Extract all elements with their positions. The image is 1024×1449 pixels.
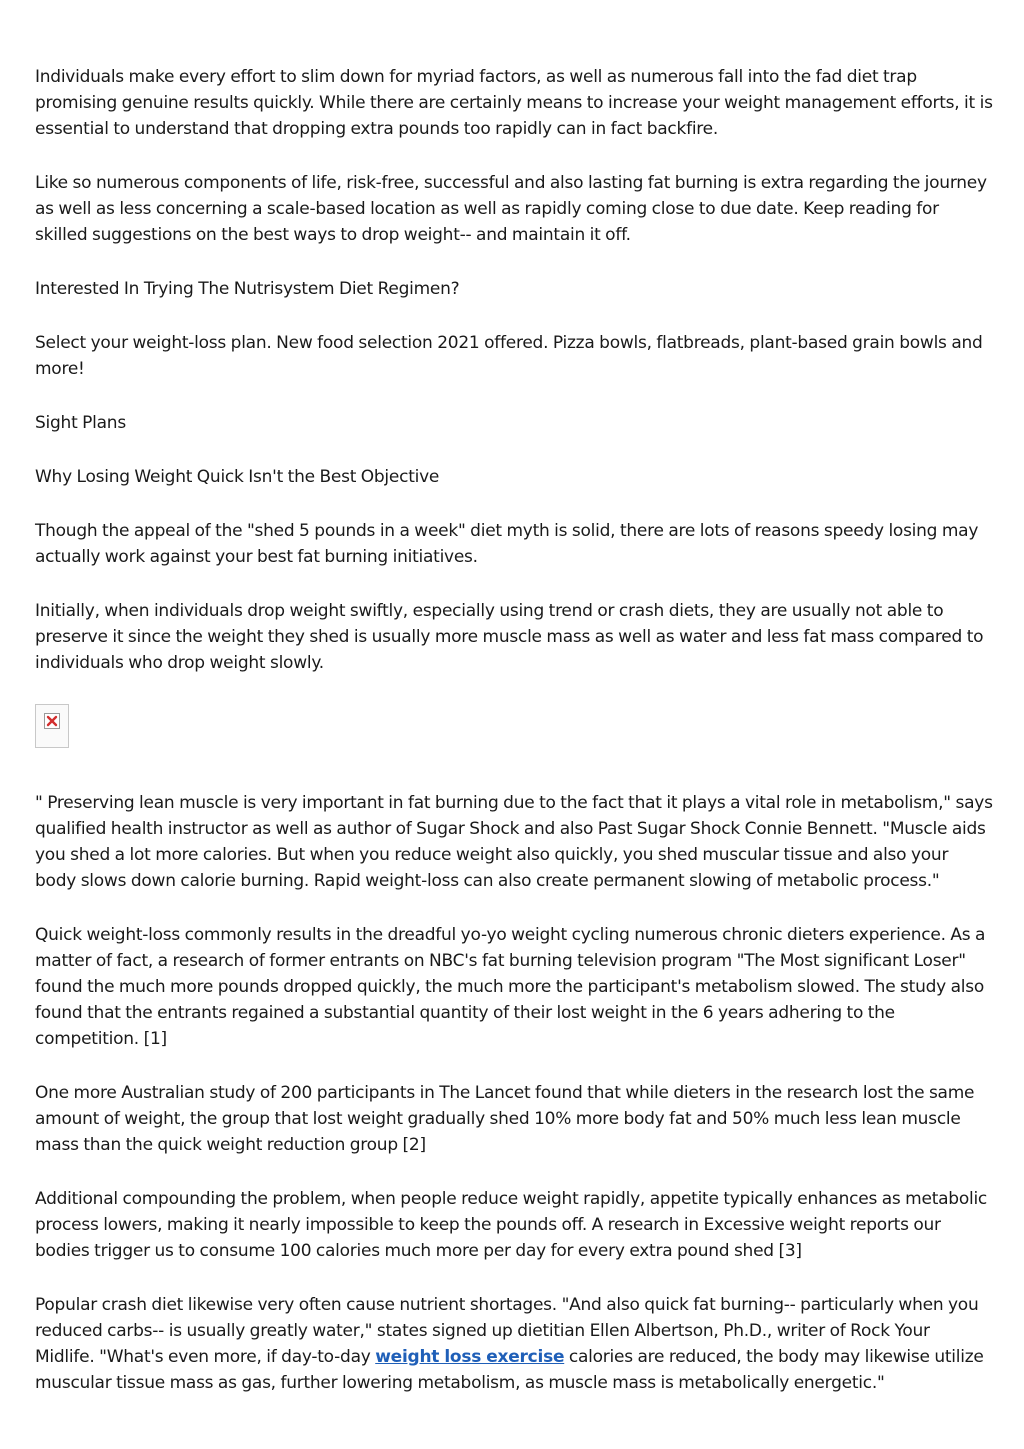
paragraph-muscle-mass: Initially, when individuals drop weight swiftly, especially using trend or crash diets, they are usually not able to preserve it since the weight they shed is usually more muscle mass as well as water and less fat mass compared to individuals who drop weight slowly. (35, 601, 984, 673)
paragraph-diet-myth: Though the appeal of the "shed 5 pounds in a week" diet myth is solid, there are lots of reasons speedy losing may actually work against your best fat burning initiatives. (35, 521, 979, 567)
paragraph-select-plan: Select your weight-loss plan. New food selection 2021 offered. Pizza bowls, flatbreads, plant-based grain bowls and more! (35, 333, 983, 379)
red-x-icon (45, 714, 59, 728)
paragraph-journey: Like so numerous components of life, risk-free, successful and also lasting fat burning is extra regarding the journey as well as less concerning a scale-based location as well as rapidly coming close to due date. Keep reading for skilled suggestions on the best ways to drop weight-- and maintain it off. (35, 173, 987, 245)
paragraph-sight-plans: Sight Plans (35, 413, 126, 433)
broken-image-icon (44, 713, 60, 729)
paragraph-text-before-link: Popular crash diet likewise very often cause nutrient shortages. "And also quick fat burning-- particularly when you reduced carbs-- is usually greatly water," states signed up dietitian Ellen Albertson, Ph.D., writer of Rock Your Midlife. "What's even more, if day-to-day (35, 1295, 979, 1367)
article-body (35, 64, 993, 1424)
paragraph-appetite: Additional compounding the problem, when people reduce weight rapidly, appetite typically enhances as metabolic process lowers, making it nearly impossible to keep the pounds off. A research in Excessive weight reports our bodies trigger us to consume 100 calories much more per day for every extra pound shed [3] (35, 1189, 988, 1261)
paragraph-nutrisystem-question: Interested In Trying The Nutrisystem Diet Regimen? (35, 279, 460, 299)
weight-loss-exercise-link[interactable]: weight loss exercise (375, 1347, 565, 1367)
paragraph-quote-bennett: " Preserving lean muscle is very important in fat burning due to the fact that it plays a vital role in metabolism," says qualified health instructor as well as author of Sugar Shock and also Past Sugar Shock Connie Bennett. "Muscle aids you shed a lot more calories. But when you reduce weight also quickly, you shed muscular tissue and also your body slows down calorie burning. Rapid weight-loss can also create permanent slowing of metabolic process." (35, 793, 993, 891)
paragraph-text-after-link: calories are reduced, the body may likewise utilize muscular tissue mass as gas, further lowering metabolism, as muscle mass is metabolically energetic." (35, 1347, 984, 1393)
paragraph-nutrient-shortages (35, 1292, 993, 1396)
paragraph-yo-yo: Quick weight-loss commonly results in the dreadful yo-yo weight cycling numerous chronic dieters experience. As a matter of fact, a research of former entrants on NBC's fat burning television program "The Most significant Loser" found the much more pounds dropped quickly, the much more the participant's metabolism slowed. The study also found that the entrants regained a substantial quantity of their lost weight in the 6 years adhering to the competition. [1] (35, 925, 986, 1049)
broken-image-placeholder (35, 704, 69, 748)
section-heading-quick-loss: Why Losing Weight Quick Isn't the Best Objective (35, 467, 440, 487)
paragraph-intro: Individuals make every effort to slim down for myriad factors, as well as numerous fall into the fad diet trap promising genuine results quickly. While there are certainly means to increase your weight management efforts, it is essential to understand that dropping extra pounds too rapidly can in fact backfire. (35, 67, 993, 139)
paragraph-lancet-study: One more Australian study of 200 participants in The Lancet found that while dieters in the research lost the same amount of weight, the group that lost weight gradually shed 10% more body fat and 50% much less lean muscle mass than the quick weight reduction group [2] (35, 1083, 975, 1155)
